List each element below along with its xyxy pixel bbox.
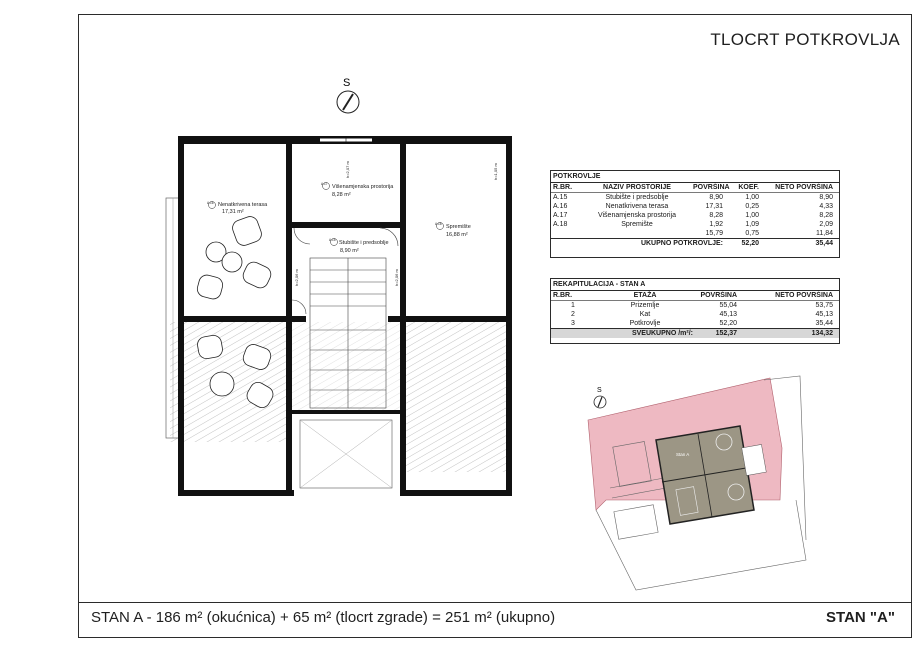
table-row: 1 Prizemlje 55,04 53,75: [571, 302, 833, 309]
table-row: A.17 Višenamjenska prostorija 8,28 1,00 8,28: [553, 212, 833, 219]
room-name-stair-hall: Stubište i predsoblje: [339, 240, 389, 246]
col-header: POVRŠINA: [700, 292, 737, 299]
room-area-multipurpose: 8,28 m²: [332, 192, 351, 198]
room-area-terrace: 17,31 m²: [222, 209, 244, 215]
col-header: NETO POVRŠINA: [775, 292, 833, 299]
svg-text:A.16: A.16: [207, 201, 214, 205]
room-name-multipurpose: Višenamjenska prostorija: [332, 184, 394, 190]
col-header: ETAŽA: [633, 292, 657, 299]
compass-label: S: [343, 77, 351, 89]
room-name-terrace: Nenatkrivena terasa: [218, 202, 268, 208]
table-title: REKAPITULACIJA - STAN A: [553, 281, 646, 288]
svg-text:A.17: A.17: [321, 182, 328, 186]
table-row: 2 Kat 45,13 45,13: [571, 311, 833, 318]
col-header: POVRŠINA: [693, 184, 730, 191]
height-label-1: h=2,07 m: [345, 161, 350, 178]
footer-summary: STAN A - 186 m² (okućnica) + 65 m² (tlocrt zgrade) = 251 m² (ukupno): [91, 609, 556, 626]
svg-text:A.18: A.18: [435, 222, 442, 226]
room-area-stair-hall: 8,90 m²: [340, 248, 359, 254]
site-compass-icon: [594, 387, 606, 408]
table-row: 15,79 0,75 11,84: [705, 230, 833, 237]
col-header: NAZIV PROSTORIJE: [603, 184, 671, 191]
page-title: TLOCRT POTKROVLJA: [710, 30, 900, 49]
room-area-storage: 16,88 m²: [446, 232, 468, 238]
site-unit-label: Stan A: [676, 452, 690, 457]
col-header: NETO POVRŠINA: [775, 184, 833, 191]
table-row: A.18 Spremište 1,92 1,09 2,09: [553, 221, 833, 228]
room-name-storage: Spremište: [446, 224, 471, 230]
col-header: KOEF.: [738, 184, 759, 191]
col-header: R.BR.: [553, 292, 573, 299]
table-total-row: SVEUKUPNO /m²/: 152,37 134,32: [551, 328, 839, 338]
height-label-2: h=1,05 m: [493, 163, 498, 180]
table-total-row: UKUPNO POTKROVLJE: 52,20 35,44: [551, 238, 839, 248]
svg-text:A.15: A.15: [329, 238, 336, 242]
site-compass-label: S: [597, 387, 602, 394]
table-row: A.15 Stubište i predsoblje 8,90 1,00 8,90: [553, 194, 833, 201]
table-row: 3 Potkrovlje 52,20 35,44: [571, 320, 833, 327]
height-label-3: h=2,06 m: [294, 269, 299, 286]
table-title: POTKROVLJE: [553, 173, 601, 180]
col-header: R.BR.: [553, 184, 573, 191]
table-row: A.16 Nenatkrivena terasa 17,31 0,25 4,33: [553, 203, 833, 210]
height-label-4: h=2,06 m: [394, 269, 399, 286]
footer-unit-label: STAN "A": [826, 609, 895, 626]
